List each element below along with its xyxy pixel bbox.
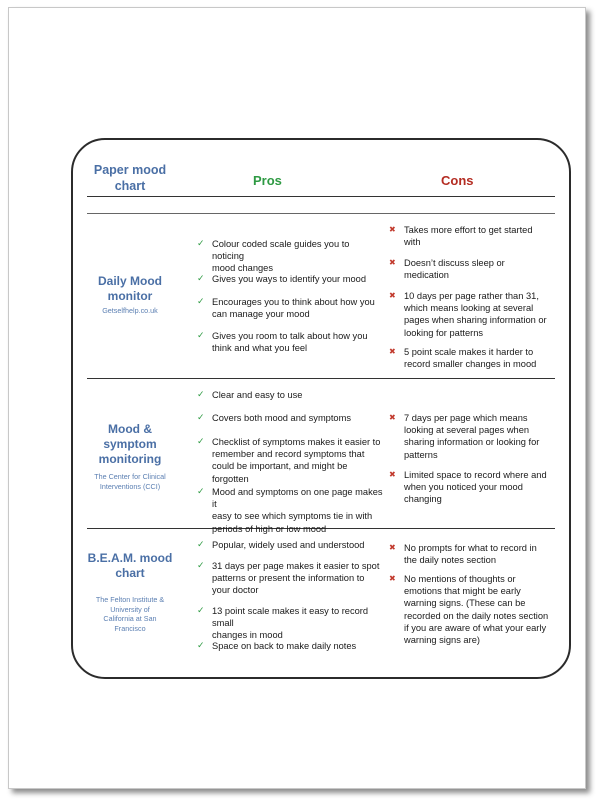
item-text-line: warning signs. (These can be xyxy=(404,598,526,609)
con-item xyxy=(386,257,574,281)
item-text-line: Takes more effort to get started xyxy=(404,225,533,235)
pro-item xyxy=(193,238,384,275)
row-3-provider xyxy=(87,595,173,633)
item-text-line: your doctor xyxy=(212,585,259,596)
chart-name-line: symptom xyxy=(103,437,157,451)
check-icon: ✓ xyxy=(197,436,205,446)
con-item xyxy=(386,412,574,461)
item-text-line: can manage your mood xyxy=(212,309,310,320)
check-icon: ✓ xyxy=(197,486,205,496)
item-text-line: sharing information or looking for xyxy=(404,437,540,448)
check-icon: ✓ xyxy=(197,238,205,248)
item-text-line: think and what you feel xyxy=(212,343,308,354)
item-text-line: Mood and symptoms on one page makes it xyxy=(212,487,383,510)
item-text-line: No prompts for what to record in xyxy=(404,543,537,553)
item-text-line: Gives you room to talk about how you xyxy=(212,331,368,341)
pro-item xyxy=(193,539,384,551)
pro-item xyxy=(193,436,384,485)
pro-item xyxy=(193,605,384,642)
check-icon: ✓ xyxy=(197,640,205,650)
cross-icon: ✖ xyxy=(389,291,396,300)
check-icon: ✓ xyxy=(197,273,205,283)
cross-icon: ✖ xyxy=(389,347,396,356)
check-icon: ✓ xyxy=(197,296,205,306)
item-text-line: 10 days per page rather than 31, xyxy=(404,291,539,301)
con-item xyxy=(386,469,574,506)
chart-name-line: monitoring xyxy=(98,452,162,466)
item-text-line: medication xyxy=(404,270,449,281)
item-text-line: emotions that might be early xyxy=(404,586,521,597)
header-paper-line-1: Paper mood xyxy=(93,163,167,177)
item-text-line: Space on back to make daily notes xyxy=(212,641,357,651)
chart-name-line: B.E.A.M. mood xyxy=(87,551,173,565)
provider-line: The Felton Institute & xyxy=(95,595,165,604)
cross-icon: ✖ xyxy=(389,413,396,422)
row-divider-1 xyxy=(87,378,555,379)
row-1-chart-name xyxy=(87,274,173,304)
cross-icon: ✖ xyxy=(389,225,396,234)
item-text-line: remember and record symptoms that xyxy=(212,449,365,460)
item-text-line: Gives you ways to identify your mood xyxy=(212,274,366,284)
item-text-line: with xyxy=(404,237,421,248)
provider-line: Interventions (CCI) xyxy=(99,481,161,491)
check-icon: ✓ xyxy=(197,560,205,570)
con-item xyxy=(386,542,574,566)
con-item xyxy=(386,346,574,370)
item-text-line: changing xyxy=(404,494,442,505)
header-cons: Cons xyxy=(441,173,474,188)
row-1-provider xyxy=(87,306,173,316)
item-text-line: looking for patterns xyxy=(404,327,484,338)
row-3-chart-name xyxy=(87,551,173,581)
item-text-line: changes in mood xyxy=(212,630,283,641)
item-text-line: looking at several pages when xyxy=(404,425,530,436)
item-text-line: mood changes xyxy=(212,263,273,274)
item-text-line: Popular, widely used and understood xyxy=(212,540,365,550)
provider-line: California at San xyxy=(103,614,157,623)
provider-line: Getselfhelp.co.uk xyxy=(102,306,158,315)
item-text-line: warning signs are) xyxy=(404,635,480,646)
item-text-line: Clear and easy to use xyxy=(212,390,303,400)
item-text-line: Limited space to record where and xyxy=(404,470,547,480)
item-text-line: pages when sharing information or xyxy=(404,315,547,326)
pro-item xyxy=(193,330,384,354)
item-text-line: the daily notes section xyxy=(404,555,496,566)
chart-name-line: Daily Mood xyxy=(97,274,162,288)
check-icon: ✓ xyxy=(197,330,205,340)
pro-item xyxy=(193,640,384,652)
item-text-line: recorded on the daily notes section xyxy=(404,610,549,621)
item-text-line: patterns or present the information to xyxy=(212,573,365,584)
pro-item xyxy=(193,412,384,424)
header-paper-mood-chart xyxy=(87,162,173,194)
item-text-line: 5 point scale makes it harder to xyxy=(404,347,534,357)
pro-item xyxy=(193,296,384,320)
document-page xyxy=(8,7,586,789)
item-text-line: Covers both mood and symptoms xyxy=(212,413,351,423)
check-icon: ✓ xyxy=(197,389,205,399)
row-2-chart-name xyxy=(87,422,173,467)
item-text-line: Doesn’t discuss sleep or xyxy=(404,258,505,268)
con-item xyxy=(386,290,574,339)
item-text-line: if you are aware of what your early xyxy=(404,622,547,633)
item-text-line: No mentions of thoughts or xyxy=(404,574,516,584)
pro-item xyxy=(193,273,384,285)
con-item xyxy=(386,573,574,646)
provider-line: The Center for Clinical xyxy=(94,472,166,481)
item-text-line: easy to see which symptoms tie in with xyxy=(212,511,373,522)
provider-line: University of xyxy=(110,604,150,614)
item-text-line: periods of high or low mood xyxy=(212,523,327,534)
check-icon: ✓ xyxy=(197,412,205,422)
item-text-line: forgotten xyxy=(212,473,249,484)
pro-item xyxy=(193,560,384,597)
item-text-line: 31 days per page makes it easier to spot xyxy=(212,561,380,571)
cross-icon: ✖ xyxy=(389,574,396,583)
cross-icon: ✖ xyxy=(389,258,396,267)
header-paper-line-2: chart xyxy=(114,179,146,193)
comparison-table xyxy=(71,138,571,679)
item-text-line: could be important, and might be xyxy=(212,461,348,472)
chart-name-line: monitor xyxy=(107,289,153,303)
header-pros: Pros xyxy=(253,173,282,188)
cross-icon: ✖ xyxy=(389,543,396,552)
chart-name-line: chart xyxy=(115,566,145,580)
item-text-line: Checklist of symptoms makes it easier to xyxy=(212,437,381,447)
item-text-line: when you noticed your mood xyxy=(404,482,523,493)
chart-name-line: Mood & xyxy=(108,422,152,436)
item-text-line: 7 days per page which means xyxy=(404,413,528,423)
provider-line: Francisco xyxy=(114,623,146,633)
con-item xyxy=(386,224,574,248)
item-text-line: Encourages you to think about how you xyxy=(212,297,375,307)
check-icon: ✓ xyxy=(197,539,205,549)
item-text-line: 13 point scale makes it easy to record small xyxy=(212,606,369,629)
item-text-line: patterns xyxy=(404,449,438,460)
check-icon: ✓ xyxy=(197,605,205,615)
item-text-line: which means looking at several xyxy=(404,303,534,314)
item-text-line: Colour coded scale guides you to noticing xyxy=(212,239,350,262)
cross-icon: ✖ xyxy=(389,470,396,479)
row-2-provider xyxy=(87,472,173,491)
pro-item xyxy=(193,389,384,401)
pro-item xyxy=(193,486,384,535)
header-divider-2 xyxy=(87,213,555,214)
header-divider xyxy=(87,196,555,197)
item-text-line: record smaller changes in mood xyxy=(404,359,537,370)
